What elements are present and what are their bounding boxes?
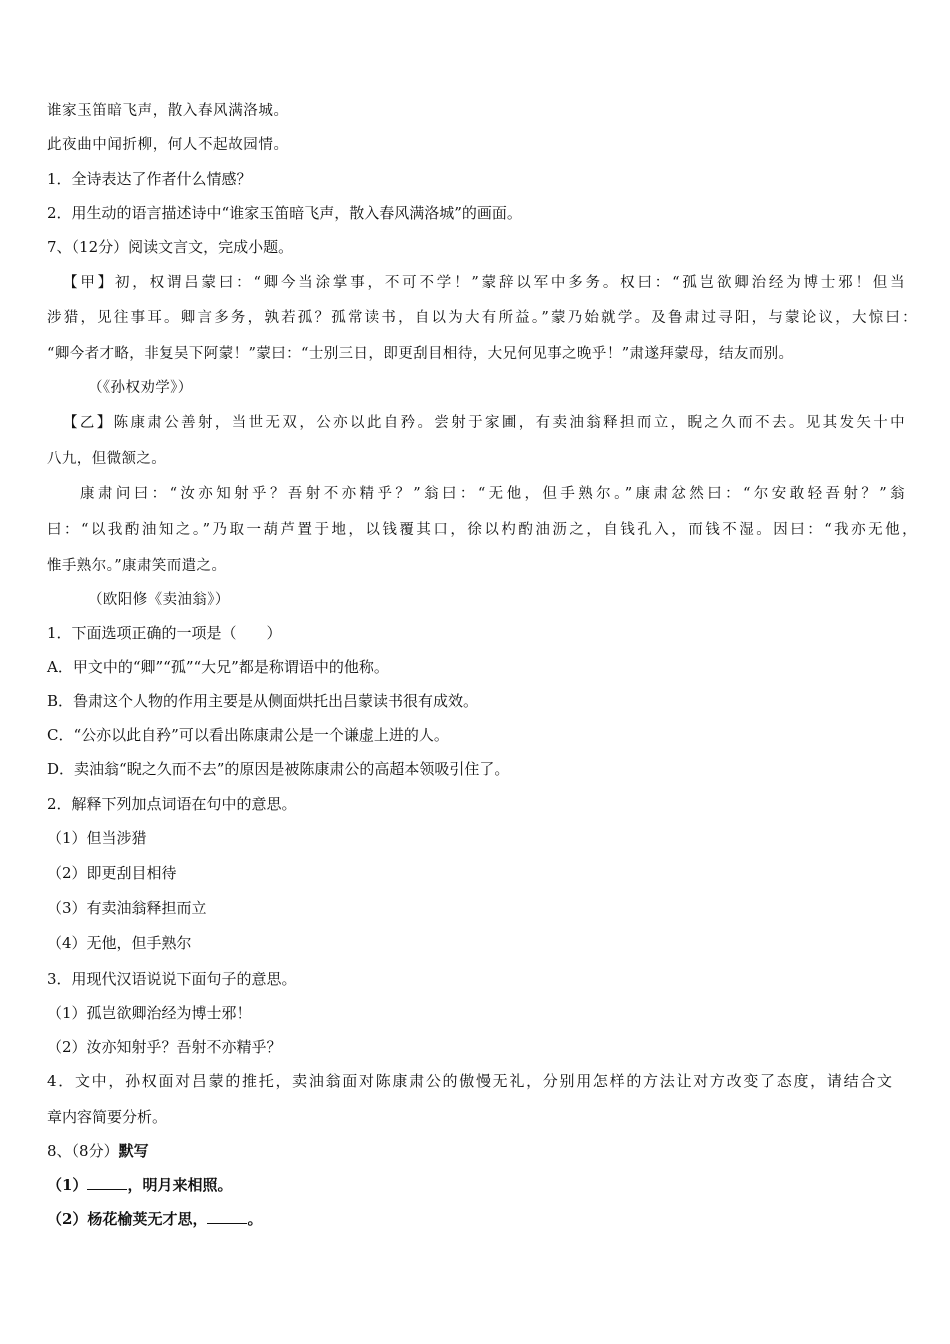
q7-sub4-line-2: 章内容简要分析。	[47, 1108, 168, 1126]
q8-item-1-prefix: （1）	[47, 1176, 88, 1194]
passage-jia-line-2: 涉猎，见往事耳。卿言多务，孰若孤？孤常读书，自以为大有所益。”蒙乃始就学。及鲁肃过寻阳，与蒙论议，大惊曰：	[47, 310, 917, 326]
q6-sub2: 2．用生动的语言描述诗中“谁家玉笛暗飞声，散入春风满洛城”的画面。	[47, 204, 522, 222]
q8-header	[47, 1141, 149, 1161]
q7-sub2-item-4: （4）无他，但手熟尔	[47, 934, 192, 952]
passage-yi-line-5: 惟手熟尔。”康肃笑而遣之。	[47, 558, 227, 574]
passage-jia-line-3: “卿今者才略，非复吴下阿蒙！”蒙曰：“士别三日，即更刮目相待，大兄何见事之晚乎！”肃遂拜蒙母，结友而别。	[47, 346, 794, 362]
q8-item-1-blank	[87, 1175, 127, 1190]
q8-item-2-prefix: （2）杨花榆荚无才思，	[47, 1210, 208, 1228]
q7-sub1-option-c: C．“公亦以此自矜”可以看出陈康肃公是一个谦虚上进的人。	[47, 726, 449, 744]
q7-sub3-question: 3．用现代汉语说说下面句子的意思。	[47, 970, 297, 988]
q7-sub4-line-1: 4．文中，孙权面对吕蒙的推托，卖油翁面对陈康肃公的傲慢无礼，分别用怎样的方法让对方改变了态度，请结合文	[47, 1072, 892, 1090]
passage-jia-source: （《孙权劝学》）	[88, 380, 193, 396]
q7-sub2-item-1: （1）但当涉猎	[47, 829, 147, 847]
passage-jia-line-1: 【甲】初，权谓吕蒙曰：“卿今当涂掌事，不可不学！”蒙辞以军中多务。权曰：“孤岂欲卿治经为博士邪！但当	[63, 275, 905, 291]
poem-line-2: 此夜曲中闻折柳，何人不起故园情。	[47, 137, 289, 153]
q6-sub1: 1．全诗表达了作者什么情感？	[47, 170, 252, 188]
q8-title: 默写	[118, 1142, 149, 1160]
q8-item-2-suffix: 。	[247, 1210, 263, 1228]
q7-sub1-option-b: B．鲁肃这个人物的作用主要是从侧面烘托出吕蒙读书很有成效。	[47, 692, 479, 710]
passage-yi-line-1: 【乙】陈康肃公善射，当世无双，公亦以此自矜。尝射于家圃，有卖油翁释担而立，睨之久而不去。见其发矢十中	[63, 415, 905, 431]
passage-yi-line-4: 曰：“以我酌油知之。”乃取一葫芦置于地，以钱覆其口，徐以杓酌油沥之，自钱孔入，而钱不湿。因曰：“我亦无他，	[47, 522, 917, 538]
q7-sub2-question: 2．解释下列加点词语在句中的意思。	[47, 795, 297, 813]
q7-sub2-item-3: （3）有卖油翁释担而立	[47, 899, 207, 917]
passage-yi-line-3: 康肃问曰：“汝亦知射乎？吾射不亦精乎？”翁曰：“无他，但手熟尔。”康肃忿然曰：“尔安敢轻吾射？”翁	[80, 486, 905, 502]
q7-sub1-option-a: A．甲文中的“卿”“孤”“大兄”都是称谓语中的他称。	[47, 658, 389, 676]
q7-sub3-item-2: （2）汝亦知射乎？吾射不亦精乎？	[47, 1038, 282, 1056]
poem-line-1: 谁家玉笛暗飞声，散入春风满洛城。	[47, 103, 289, 119]
q8-item-1	[47, 1175, 232, 1195]
q7-sub1-question: 1．下面选项正确的一项是（ ）	[47, 624, 282, 642]
q8-item-2-blank	[207, 1209, 247, 1224]
passage-yi-line-2: 八九，但微颔之。	[47, 451, 167, 467]
q7-sub2-item-2: （2）即更刮目相待	[47, 864, 177, 882]
passage-yi-source: （欧阳修《卖油翁》）	[88, 592, 230, 608]
q7-sub1-option-d: D．卖油翁“睨之久而不去”的原因是被陈康肃公的高超本领吸引住了。	[47, 760, 510, 778]
q7-sub3-item-1: （1）孤岂欲卿治经为博士邪！	[47, 1004, 252, 1022]
q8-item-2	[47, 1209, 262, 1229]
q8-number: 8、（8分）	[47, 1142, 119, 1160]
q7-header: 7、（12分）阅读文言文，完成小题。	[47, 238, 294, 256]
q8-item-1-suffix: ，明月来相照。	[127, 1176, 233, 1194]
